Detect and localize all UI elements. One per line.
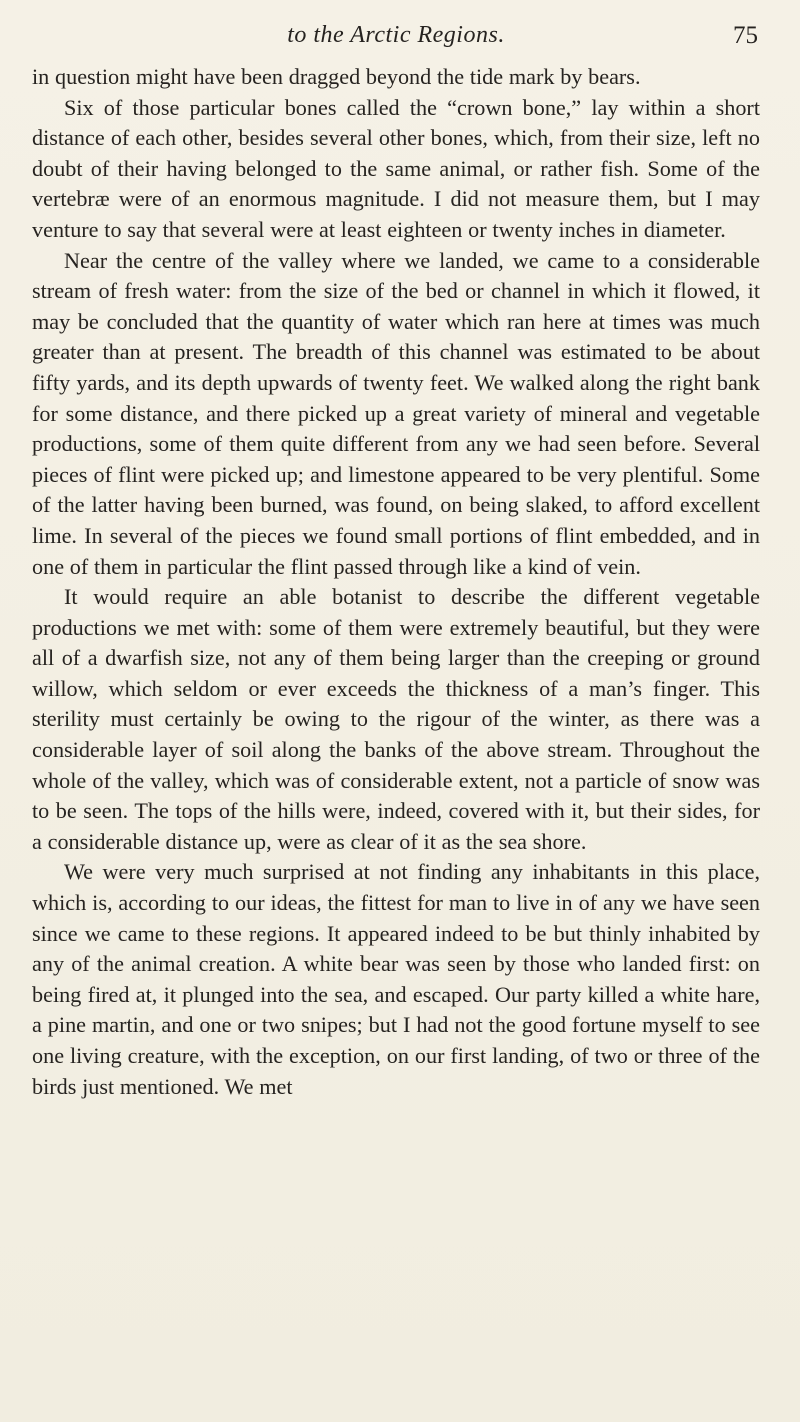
paragraph-5: We were very much surprised at not finding any inhabitants in this place, which is, according to our ideas, the fittest for man to live in of any we have seen since we came to these regions. It appeared indeed to be but thinly inhabited by any of the animal creation. A white bear was seen by those who landed first: on being fired at, it plunged into the sea, and escaped. Our party killed a white hare, a pine martin, and one or two snipes; but I had not the good fortune myself to see one living creature, with the exception, on our first landing, of two or three of the birds just mentioned. We met (32, 859, 760, 1099)
page-number: 75 (733, 22, 758, 49)
paragraph-4: It would require an able botanist to describe the different vegetable productions we met with: some of them were extremely beautiful, but they were all of a dwarfish size, not any of them being larger than the creeping or ground willow, which seldom or ever exceeds the thickness of a man’s finger. This sterility must certainly be owing to the rigour of the winter, as there was a considerable layer of soil along the banks of the above stream. Throughout the whole of the valley, which was of considerable extent, not a particle of snow was to be seen. The tops of the hills were, indeed, covered with it, but their sides, for a considerable distance up, were as clear of it as the sea shore. (32, 584, 760, 854)
paragraph-1: in question might have been dragged beyond the tide mark by bears. (32, 64, 641, 89)
running-head (32, 22, 760, 62)
running-title: to the Arctic Regions. (287, 22, 505, 48)
body-text (32, 62, 760, 1102)
paragraph-2: Six of those particular bones called the “crown bone,” lay within a short distance of each other, besides several other bones, which, from their size, left no doubt of their having belonged to the same animal, or rather fish. Some of the vertebræ were of an enormous magnitude. I did not measure them, but I may venture to say that several were at least eighteen or twenty inches in diameter. (32, 94, 760, 242)
paragraph-3: Near the centre of the valley where we landed, we came to a considerable stream of fresh water: from the size of the bed or channel in which it flowed, it may be concluded that the quantity of water which ran here at times was much greater than at present. The breadth of this channel was estimated to be about fifty yards, and its depth upwards of twenty feet. We walked along the right bank for some distance, and there picked up a great variety of mineral and vegetable productions, some of them quite different from any we had seen before. Several pieces of flint were picked up; and limestone appeared to be very plentiful. Some of the latter having been burned, was found, on being slaked, to afford excellent lime. In several of the pieces we found small portions of flint embedded, and in one of them in particular the flint passed through like a kind of vein. (32, 247, 760, 579)
